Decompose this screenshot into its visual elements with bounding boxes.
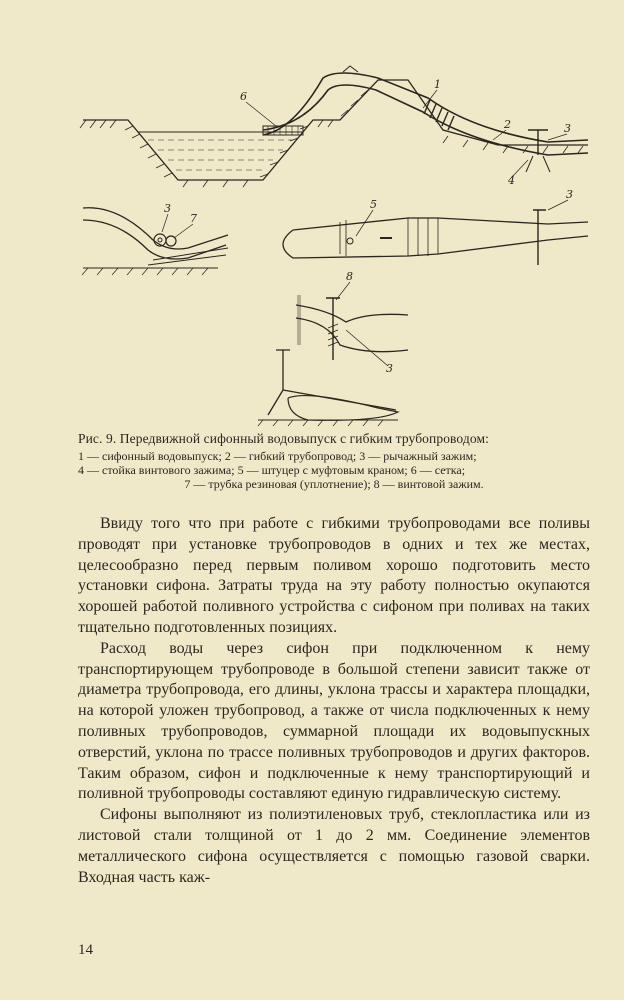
part-labels — [164, 78, 573, 375]
label-6: 6 — [240, 90, 247, 103]
siphon-drawing — [78, 60, 598, 435]
label-5: 5 — [370, 198, 377, 211]
main-text — [78, 514, 590, 888]
label-3a: 3 — [564, 122, 571, 135]
label-3c: 3 — [164, 202, 171, 215]
label-4: 4 — [508, 174, 515, 187]
label-2: 2 — [504, 118, 511, 131]
paragraph-1: Ввиду того что при работе с гибкими трубопроводами все поливы проводят при установке трубопроводов в одних и тех же местах, целесообразно перед первым поливом хорошо подготовить место установки сифона. Затраты труда на эту работу полностью окупаются хорошей работой поливного устройства с сифоном при поливах на таких тщательно подготовленных позициях. — [78, 515, 590, 636]
caption-legend-line-2: 4 — стойка винтового зажима; 5 — штуцер с муфтовым краном; 6 — сетка; — [78, 463, 466, 477]
figure-caption — [78, 432, 590, 491]
caption-legend — [78, 449, 590, 491]
page-number: 14 — [78, 942, 93, 958]
caption-legend-line-3: 7 — трубка резиновая (уплотнение); 8 — винтовой зажим. — [184, 477, 484, 491]
label-8: 8 — [346, 270, 353, 283]
siphon-figure — [78, 60, 598, 435]
canal-ground-line — [83, 80, 588, 180]
label-3b: 3 — [566, 188, 573, 201]
caption-title: Рис. 9. Передвижной сифонный водовыпуск с гибким трубопроводом: — [78, 431, 489, 446]
caption-legend-line-1: 1 — сифонный водовыпуск; 2 — гибкий трубопровод; 3 — рычажный зажим; — [78, 449, 477, 463]
paragraph-3: Сифоны выполняют из полиэтиленовых труб, стеклопластика или из листовой стали толщиной от 1 до 2 мм. Соединение элементов металлического сифона осуществляется с помощью газовой сварки. Входная часть каж- — [78, 806, 590, 886]
label-3d: 3 — [386, 362, 393, 375]
label-1: 1 — [434, 78, 441, 91]
paragraph-2: Расход воды через сифон при подключенном к нему транспортирующем трубопроводе в большой степени зависит также от диаметра трубопровода, его длины, уклона трассы и характера площадки, на которой уложен трубопровод, а также от числа подключенных к нему поливных трубопроводов, суммарной площади их водовыпускных отверстий, уклона по трассе поливных трубопроводов и других факторов. Таким образом, сифон и подключенные к нему транспортирующий и поливной трубопроводы составляют единую гидравлическую систему. — [78, 639, 590, 803]
label-7: 7 — [190, 212, 197, 225]
